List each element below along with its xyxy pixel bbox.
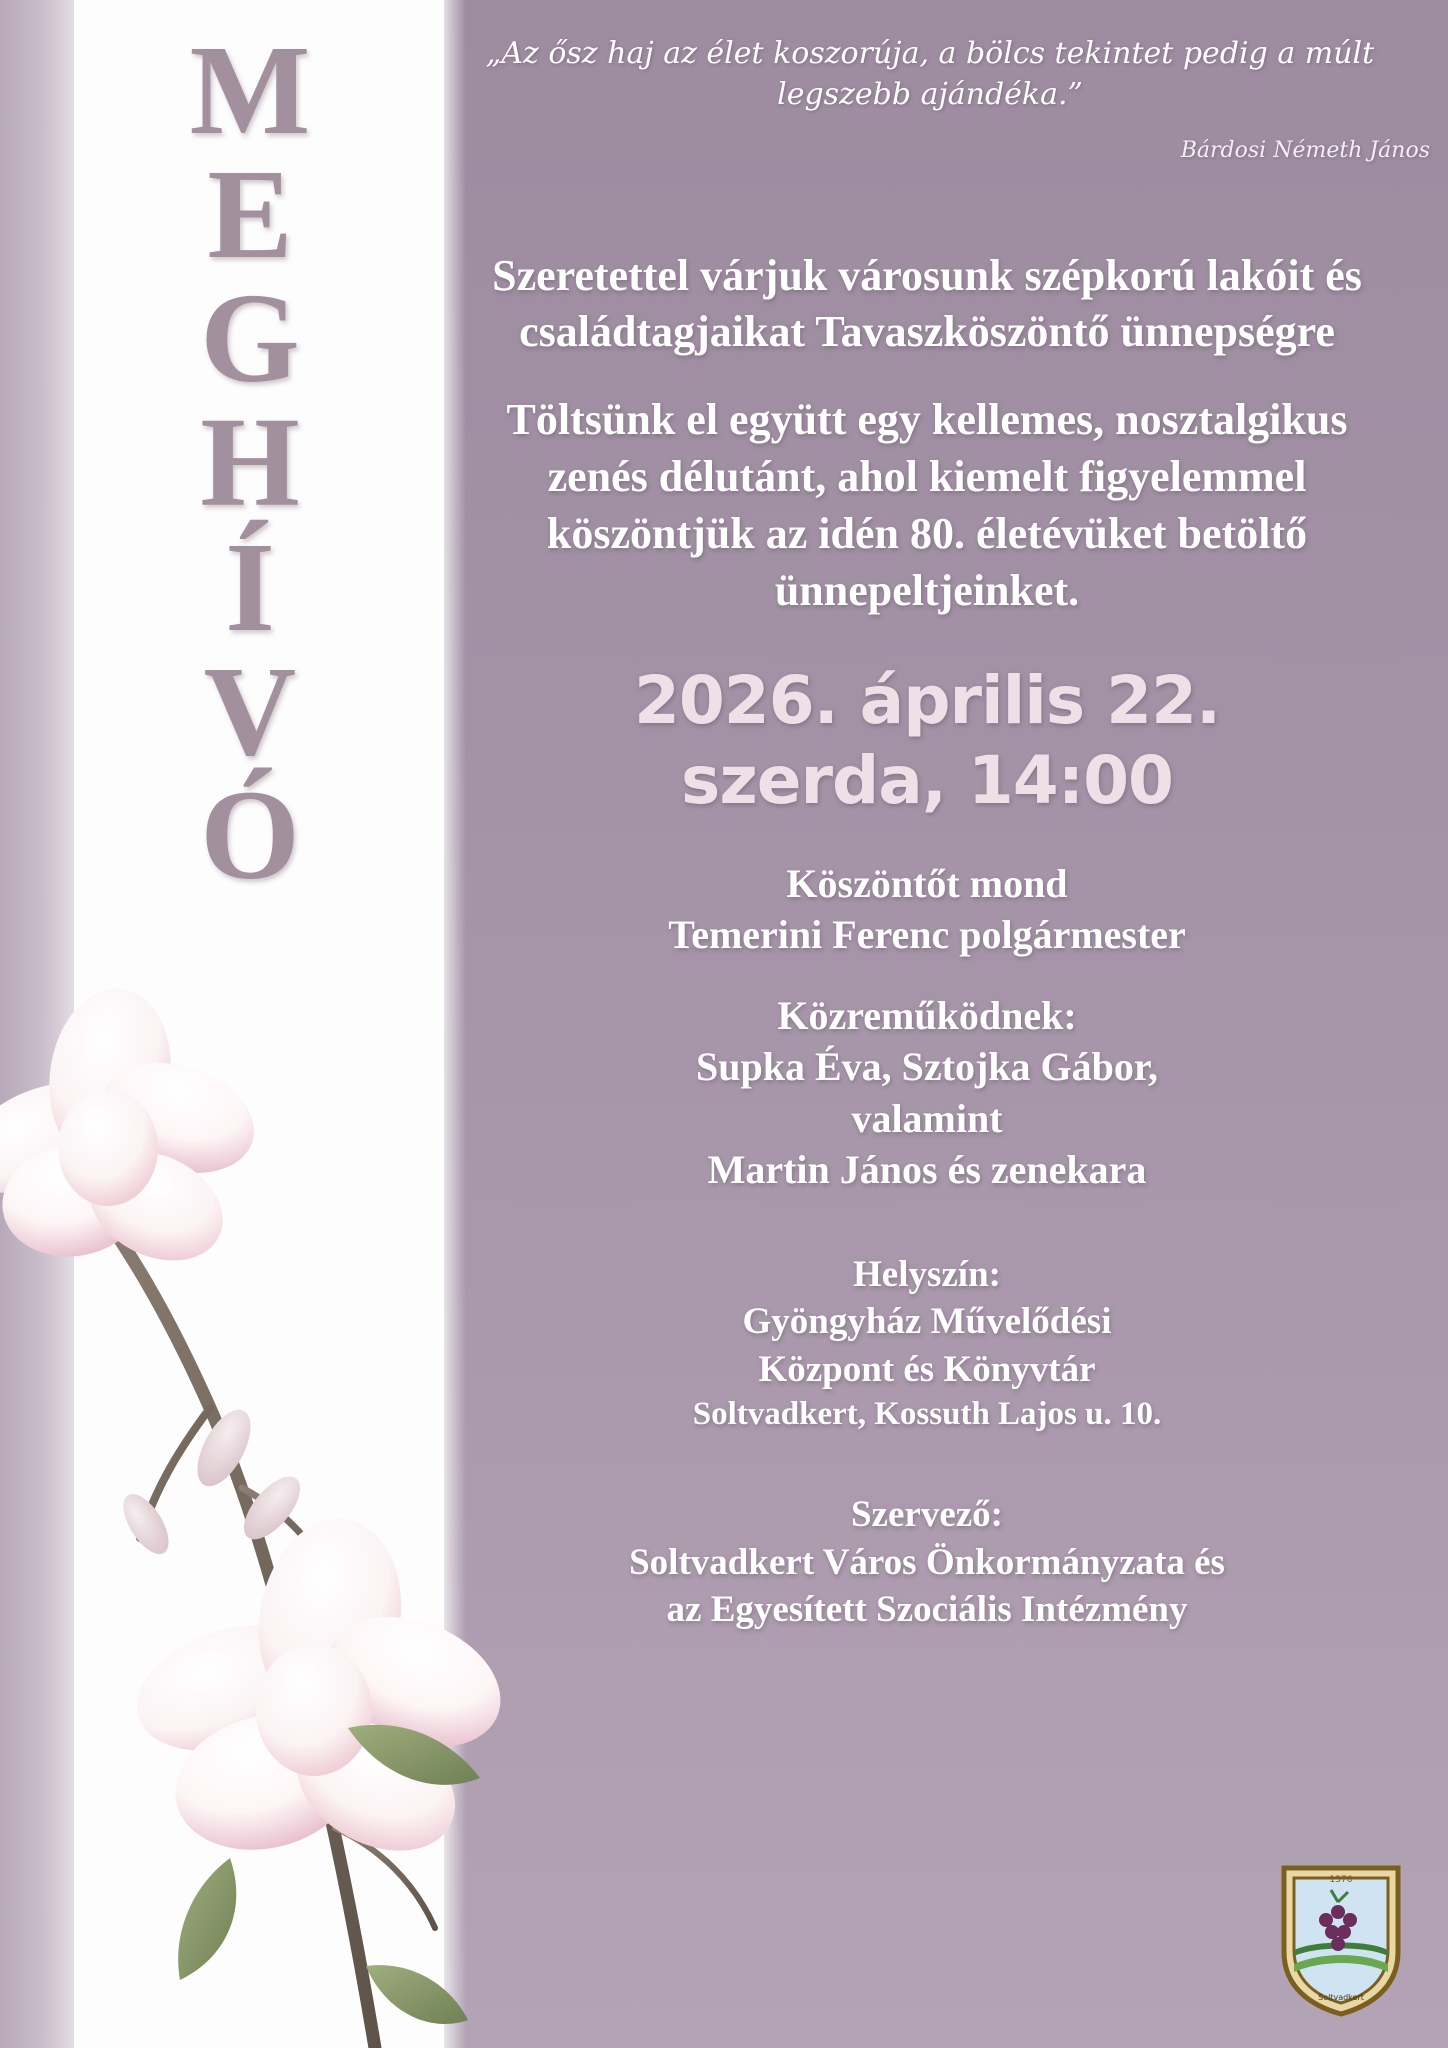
event-date-line1: 2026. április 22. (633, 662, 1221, 740)
title-letter-6: V (203, 639, 297, 782)
quote-text: „Az ősz haj az élet koszorúja, a bölcs tekintet pedig a múlt legszebb ajándéka.” (485, 36, 1375, 112)
title-letter-3: G (200, 267, 300, 410)
main-content (452, 248, 1402, 1663)
title-letter-4: H (200, 391, 300, 534)
performers-line-2: valamint (851, 1095, 1003, 1141)
page-title-vertical (150, 19, 350, 906)
crest-year: 1376 (1329, 1875, 1353, 1885)
intro-text: Szeretettel várjuk városunk szépkorú lakóit és családtagjaikat Tavaszköszöntő ünnepségre (492, 251, 1362, 357)
greeting-block (452, 858, 1402, 960)
venue-address: Soltvadkert, Kossuth Lajos u. 10. (692, 1395, 1162, 1432)
event-date (452, 661, 1402, 819)
performers-block (452, 990, 1402, 1195)
organizer-line-1: Soltvadkert Város Önkormányzata és (629, 1541, 1225, 1583)
quote-author: Bárdosi Németh János (1180, 138, 1430, 163)
description-text: Töltsünk el együtt egy kellemes, nosztalgikus zenés délutánt, ahol kiemelt figyelemmel köszöntjük az idén 80. életévüket betöltő ünnepeltjeinket. (506, 394, 1348, 616)
left-gradient-edge (0, 0, 76, 2048)
title-letter-5: Í (225, 515, 275, 658)
greeting-label: Köszöntőt mond (786, 860, 1068, 906)
performers-label: Közreműködnek: (777, 993, 1077, 1039)
venue-block (452, 1251, 1402, 1435)
performers-line-3: Martin János és zenekara (707, 1146, 1147, 1192)
venue-line-1: Gyöngyház Művelődési (742, 1301, 1112, 1343)
greeting-person: Temerini Ferenc polgármester (668, 911, 1186, 957)
organizer-label: Szervező: (850, 1494, 1003, 1536)
town-coat-of-arms (1276, 1860, 1406, 2020)
organizer-line-2: az Egyesített Szociális Intézmény (666, 1588, 1188, 1630)
title-letter-7: Ó (200, 763, 300, 906)
organizer-block (452, 1491, 1402, 1633)
spacer-2 (452, 1465, 1402, 1491)
crest-caption: Soltvadkert (1318, 1993, 1364, 2002)
venue-line-2: Központ és Könyvtár (758, 1348, 1096, 1390)
spacer (452, 1225, 1402, 1251)
event-date-line2: szerda, 14:00 (681, 741, 1173, 819)
title-letter-1: M (189, 19, 311, 161)
performers-line-1: Supka Éva, Sztojka Gábor, (696, 1044, 1158, 1090)
venue-label: Helyszín: (853, 1253, 1001, 1295)
title-letter-2: E (207, 143, 293, 286)
